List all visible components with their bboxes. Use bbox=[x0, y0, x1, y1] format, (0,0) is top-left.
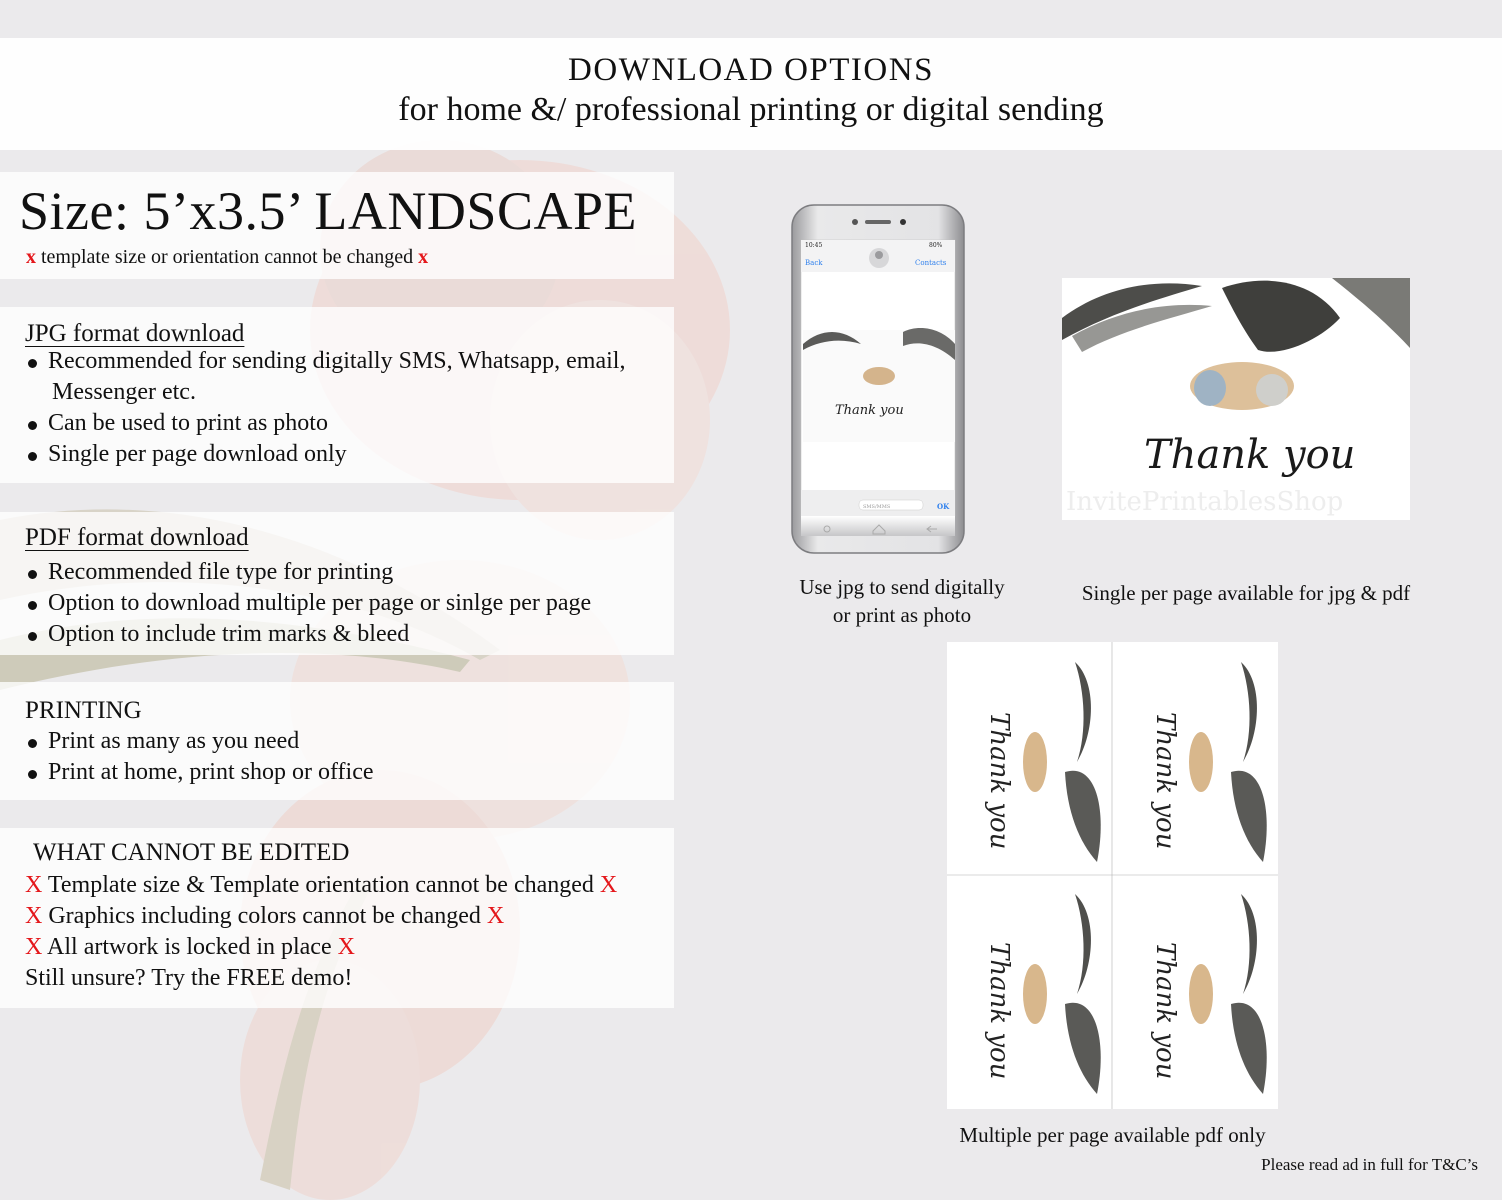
red-x-icon: X bbox=[486, 903, 505, 929]
multiple-per-page-sheet bbox=[947, 642, 1278, 1109]
phone-card-thank-you: Thank you bbox=[835, 403, 904, 418]
red-x-icon: X bbox=[25, 934, 43, 960]
jpg-title: JPG format download bbox=[25, 320, 245, 347]
cannot-edit-panel bbox=[0, 828, 674, 1008]
jpg-bullet-list bbox=[25, 346, 625, 470]
red-x-icon: x bbox=[418, 246, 429, 268]
red-x-icon: x bbox=[26, 246, 36, 268]
list-item: Recommended file type for printing bbox=[25, 557, 591, 588]
phone-contacts-link[interactable]: Contacts bbox=[915, 259, 947, 267]
jpg-bullet-1-line-1: Recommended for sending digitally SMS, Whatsapp, email, bbox=[48, 348, 626, 374]
red-x-icon: X bbox=[25, 872, 43, 898]
cannot-edit-text-2: Graphics including colors cannot be changed bbox=[48, 903, 481, 929]
red-x-icon: X bbox=[25, 903, 43, 929]
list-item: Print as many as you need bbox=[25, 726, 374, 757]
list-item: Option to download multiple per page or sinlge per page bbox=[25, 588, 591, 619]
page-title: DOWNLOAD OPTIONS bbox=[568, 52, 934, 88]
avatar-head-icon bbox=[875, 251, 883, 259]
list-item: Can be used to print as photo bbox=[25, 408, 625, 439]
red-x-icon: X bbox=[599, 872, 618, 898]
phone-mockup bbox=[791, 204, 965, 554]
send-ok-button[interactable]: OK bbox=[937, 502, 950, 511]
printing-bullet-list bbox=[25, 726, 374, 788]
phone-back-link[interactable]: Back bbox=[805, 259, 823, 267]
printing-panel bbox=[0, 682, 674, 800]
pdf-panel bbox=[0, 512, 674, 655]
red-x-icon: X bbox=[337, 934, 355, 960]
cannot-edit-title: WHAT CANNOT BE EDITED bbox=[33, 839, 350, 866]
cannot-edit-text-3: All artwork is locked in place bbox=[47, 934, 332, 960]
single-caption: Single per page available for jpg & pdf bbox=[1081, 581, 1411, 605]
size-note-text: template size or orientation cannot be changed bbox=[41, 246, 414, 268]
mini-card-thank-you: Thank you bbox=[984, 712, 1014, 850]
cannot-edit-line-3 bbox=[25, 932, 355, 963]
phone-caption-line-2: or print as photo bbox=[832, 603, 972, 627]
pdf-title: PDF format download bbox=[25, 524, 249, 551]
pdf-bullet-list bbox=[25, 557, 591, 650]
jpg-bullet-1-line-2: Messenger etc. bbox=[52, 379, 196, 405]
phone-battery: 80% bbox=[929, 242, 943, 249]
header-banner bbox=[0, 38, 1502, 150]
list-item bbox=[25, 346, 625, 408]
single-card-thank-you: Thank you bbox=[1144, 432, 1356, 478]
list-item: Option to include trim marks & bleed bbox=[25, 619, 591, 650]
mini-card-thank-you: Thank you bbox=[1150, 712, 1180, 850]
multiple-caption: Multiple per page available pdf only bbox=[959, 1123, 1266, 1147]
jpg-panel bbox=[0, 307, 674, 483]
size-note bbox=[26, 244, 428, 270]
free-demo-cta: Still unsure? Try the FREE demo! bbox=[25, 965, 353, 991]
printing-title: PRINTING bbox=[25, 697, 142, 724]
page-subtitle: for home &/ professional printing or digital sending bbox=[398, 91, 1104, 128]
cannot-edit-line-2 bbox=[25, 901, 504, 932]
message-input-placeholder: SMS/MMS bbox=[863, 504, 891, 510]
cannot-edit-text-1: Template size & Template orientation cannot be changed bbox=[47, 872, 594, 898]
phone-caption-line-1: Use jpg to send digitally bbox=[799, 575, 1005, 599]
size-title: Size: 5’x3.5’ LANDSCAPE bbox=[19, 181, 637, 241]
mini-card-thank-you: Thank you bbox=[984, 942, 1014, 1080]
single-card-preview bbox=[1062, 278, 1410, 520]
cannot-edit-line-1 bbox=[25, 870, 617, 901]
size-panel bbox=[0, 172, 674, 279]
list-item: Print at home, print shop or office bbox=[25, 757, 374, 788]
mini-card-thank-you: Thank you bbox=[1150, 942, 1180, 1080]
list-item: Single per page download only bbox=[25, 439, 625, 470]
phone-time: 10:45 bbox=[805, 242, 823, 249]
phone-caption bbox=[772, 573, 1032, 629]
terms-note: Please read ad in full for T&C’s bbox=[1261, 1155, 1478, 1174]
single-card-watermark: InvitePrintablesShop bbox=[1066, 487, 1344, 517]
